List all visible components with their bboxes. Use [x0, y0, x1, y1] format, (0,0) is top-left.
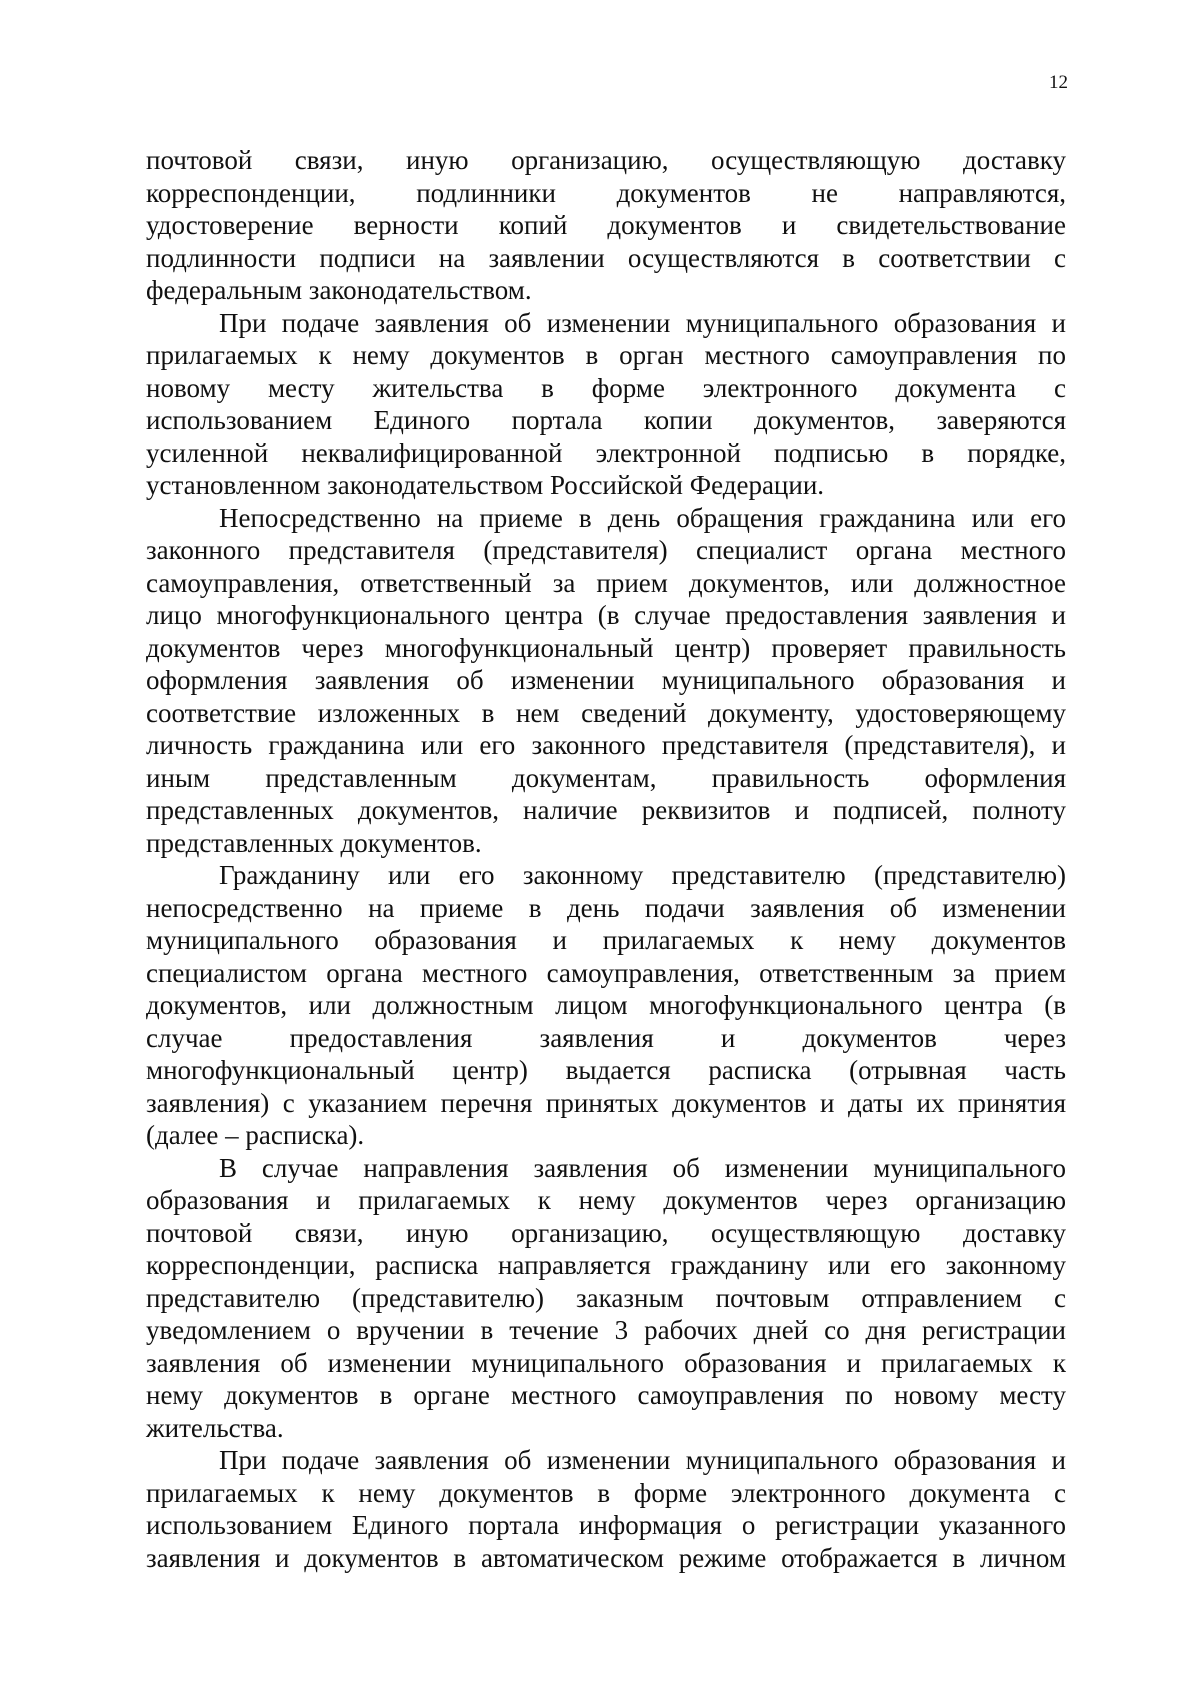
text-line: представленных документов. — [146, 827, 482, 858]
text-line: личность гражданина или его законного представителя (представителя), и — [146, 730, 1066, 760]
text-line: использованием Единого портала информация о регистрации указанного — [146, 1510, 1066, 1540]
paragraph — [146, 1152, 1066, 1445]
text-line: оформления заявления об изменении муниципального образования и — [146, 665, 1066, 695]
paragraph — [146, 307, 1066, 502]
text-line: лицо многофункционального центра (в случае предоставления заявления и — [146, 600, 1066, 630]
text-line: Непосредственно на приеме в день обращения гражданина или его — [219, 502, 1066, 533]
text-line: почтовой связи, иную организацию, осуществляющую доставку — [146, 145, 1066, 175]
text-line: корреспонденции, расписка направляется гражданину или его законному — [146, 1250, 1066, 1280]
text-line: иным представленным документам, правильность оформления — [146, 762, 1066, 793]
paragraph — [146, 1444, 1066, 1574]
text-line: самоуправления, ответственный за прием документов, или должностное — [146, 567, 1066, 598]
text-line: использованием Единого портала копии документов, заверяются — [146, 405, 1066, 435]
text-line: (далее – расписка). — [146, 1120, 365, 1150]
text-line: случае предоставления заявления и документов через — [146, 1022, 1066, 1053]
text-line: удостоверение верности копий документов и свидетельствование — [146, 210, 1066, 240]
text-line: установленном законодательством Российской Федерации. — [146, 470, 825, 500]
paragraph — [146, 502, 1066, 860]
text-line: корреспонденции, подлинники документов не направляются, — [146, 177, 1066, 208]
text-line: прилагаемых к нему документов в орган местного самоуправления по — [146, 340, 1066, 370]
text-line: заявления) с указанием перечня принятых документов и даты их принятия — [146, 1087, 1066, 1118]
text-line: документов через многофункциональный центр) проверяет правильность — [146, 632, 1066, 663]
text-line: представленных документов, наличие реквизитов и подписей, полноту — [146, 795, 1066, 825]
text-line: многофункциональный центр) выдается расписка (отрывная часть — [146, 1055, 1066, 1085]
text-line: Гражданину или его законному представителю (представителю) — [219, 860, 1066, 890]
text-line: усиленной неквалифицированной электронной подписью в порядке, — [146, 437, 1066, 468]
text-line: При подаче заявления об изменении муниципального образования и — [219, 307, 1066, 338]
text-line: почтовой связи, иную организацию, осуществляющую доставку — [146, 1217, 1066, 1248]
text-line: новому месту жительства в форме электронного документа с — [146, 372, 1066, 403]
text-line: заявления об изменении муниципального образования и прилагаемых к — [146, 1347, 1066, 1378]
text-line: При подаче заявления об изменении муниципального образования и — [219, 1445, 1066, 1475]
text-line: прилагаемых к нему документов в форме электронного документа с — [146, 1477, 1066, 1508]
text-line: непосредственно на приеме в день подачи заявления об изменении — [146, 892, 1066, 923]
text-line: жительства. — [146, 1412, 284, 1443]
text-line: представителю (представителю) заказным почтовым отправлением с — [146, 1282, 1066, 1313]
page-number: 12 — [1049, 72, 1068, 93]
paragraph — [146, 859, 1066, 1152]
text-line: муниципального образования и прилагаемых к нему документов — [146, 925, 1066, 955]
text-line: нему документов в органе местного самоуправления по новому месту — [146, 1380, 1066, 1410]
document-body — [146, 144, 1066, 1574]
paragraph-continuation — [146, 144, 1066, 307]
text-line: законного представителя (представителя) специалист органа местного — [146, 535, 1066, 565]
text-line: заявления и документов в автоматическом режиме отображается в личном — [146, 1542, 1066, 1573]
text-line: документов, или должностным лицом многофункционального центра (в — [146, 990, 1066, 1020]
text-line: подлинности подписи на заявлении осуществляются в соответствии с — [146, 242, 1066, 273]
text-line: уведомлением о вручении в течение 3 рабочих дней со дня регистрации — [146, 1315, 1066, 1345]
text-line: специалистом органа местного самоуправления, ответственным за прием — [146, 957, 1066, 988]
text-line: образования и прилагаемых к нему документов через организацию — [146, 1185, 1066, 1215]
text-line: В случае направления заявления об изменении муниципального — [219, 1152, 1066, 1183]
text-line: соответствие изложенных в нем сведений документу, удостоверяющему — [146, 697, 1066, 728]
text-line: федеральным законодательством. — [146, 275, 532, 305]
